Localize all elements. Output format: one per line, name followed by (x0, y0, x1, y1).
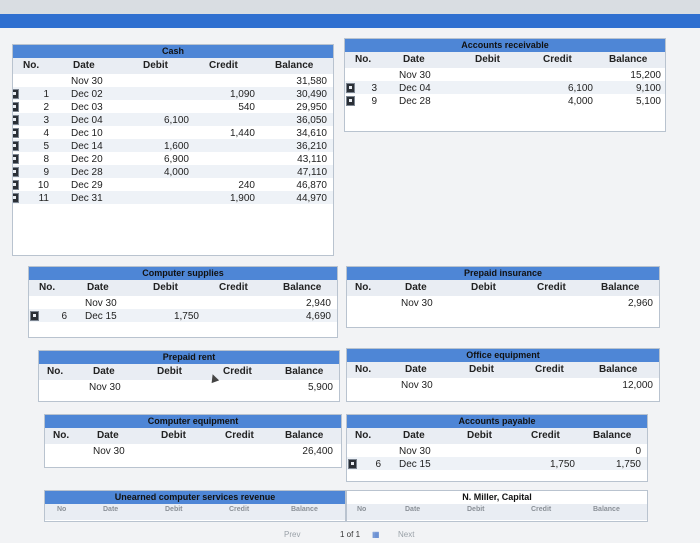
column-headers (29, 280, 337, 296)
row-no: 1 (43, 89, 49, 100)
row-date: Dec 28 (399, 96, 431, 107)
page-indicator: 1 of 1 (340, 530, 361, 539)
col-date: Date (87, 282, 109, 293)
entry-marker-icon (12, 193, 19, 203)
row-date: Dec 04 (399, 83, 431, 94)
row-date: Dec 31 (71, 193, 103, 204)
column-headers (347, 362, 659, 378)
col-debit: Debit (153, 282, 178, 293)
ledger-computer-supplies (28, 266, 338, 338)
col-credit: Credit (209, 60, 238, 71)
ledger-cash (12, 44, 334, 256)
row-debit: 6,100 (163, 115, 189, 126)
opening-row (347, 444, 647, 457)
col-no: No. (39, 282, 56, 293)
entry-marker-icon (12, 115, 19, 125)
row-date: Nov 30 (93, 446, 125, 457)
table-row[interactable] (13, 87, 333, 100)
col-debit: Debit (165, 506, 183, 513)
row-balance: 0 (635, 446, 641, 457)
row-credit: 240 (238, 180, 255, 191)
row-date: Nov 30 (85, 298, 117, 309)
col-balance: Balance (275, 60, 314, 71)
ledger-accounts-receivable (344, 38, 666, 132)
row-balance: 43,110 (297, 154, 327, 165)
row-balance: 29,950 (296, 102, 327, 113)
opening-row (29, 296, 337, 309)
entry-marker-icon (12, 89, 19, 99)
row-date: Nov 30 (399, 70, 431, 81)
ledger-title: Prepaid insurance (347, 267, 659, 280)
col-balance: Balance (283, 282, 322, 293)
row-balance: 30,490 (296, 89, 327, 100)
row-credit: 4,000 (567, 96, 593, 107)
col-no: No. (355, 282, 372, 293)
row-debit: 4,000 (163, 167, 189, 178)
ledger-title: Prepaid rent (39, 351, 339, 364)
table-row[interactable] (13, 113, 333, 126)
ledger-computer-equipment (44, 414, 342, 468)
row-date: Nov 30 (89, 382, 121, 393)
row-balance: 2,940 (305, 298, 331, 309)
col-no: No (57, 506, 67, 513)
col-debit: Debit (475, 54, 500, 65)
col-balance: Balance (609, 54, 648, 65)
col-no: No (357, 506, 367, 513)
col-balance: Balance (285, 366, 324, 377)
column-headers (347, 428, 647, 444)
row-no: 6 (375, 459, 381, 470)
col-date: Date (405, 364, 427, 375)
table-row[interactable] (29, 309, 337, 322)
row-no: 4 (43, 128, 49, 139)
row-date: Nov 30 (71, 76, 103, 87)
row-debit: 1,750 (173, 311, 199, 322)
col-balance: Balance (593, 430, 632, 441)
row-date: Dec 15 (85, 311, 117, 322)
col-credit: Credit (537, 282, 566, 293)
col-date: Date (405, 282, 427, 293)
row-no: 8 (43, 154, 49, 165)
entry-marker-icon (12, 180, 19, 190)
ledger-title: Cash (13, 45, 333, 58)
row-no: 3 (371, 83, 377, 94)
row-balance: 36,210 (296, 141, 327, 152)
row-balance: 9,100 (635, 83, 661, 94)
col-debit: Debit (161, 430, 186, 441)
ledger-title: Accounts payable (347, 415, 647, 428)
col-debit: Debit (467, 430, 492, 441)
row-balance: 46,870 (296, 180, 327, 191)
entry-marker-icon (348, 459, 357, 469)
col-debit: Debit (157, 366, 182, 377)
grid-icon[interactable]: ▦ (372, 530, 380, 539)
column-headers (347, 504, 647, 520)
prev-button[interactable]: Prev (284, 530, 301, 539)
table-row[interactable] (13, 178, 333, 191)
table-row[interactable] (345, 81, 665, 94)
row-no: 11 (38, 193, 49, 204)
table-row[interactable] (13, 139, 333, 152)
row-no: 3 (43, 115, 49, 126)
col-date: Date (93, 366, 115, 377)
table-row[interactable] (13, 100, 333, 113)
col-credit: Credit (229, 506, 250, 513)
ledger-prepaid-insurance (346, 266, 660, 328)
col-no: No. (355, 430, 372, 441)
table-row[interactable] (345, 94, 665, 107)
row-credit: 6,100 (567, 83, 593, 94)
row-debit: 1,600 (163, 141, 189, 152)
row-no: 9 (371, 96, 377, 107)
col-credit: Credit (543, 54, 572, 65)
ledger-title: Unearned computer services revenue (45, 491, 345, 504)
column-headers (345, 52, 665, 68)
col-date: Date (403, 54, 425, 65)
opening-row (347, 296, 659, 309)
col-date: Date (405, 506, 421, 513)
row-no: 6 (61, 311, 67, 322)
ledger-office-equipment (346, 348, 660, 402)
column-headers (45, 428, 341, 444)
ledger-title: Computer supplies (29, 267, 337, 280)
table-row[interactable] (13, 126, 333, 139)
next-button[interactable]: Next (398, 530, 415, 539)
row-balance: 15,200 (630, 70, 661, 81)
ledger-miller-capital (346, 490, 648, 522)
ledger-title: N. Miller, Capital (347, 491, 647, 504)
opening-row (13, 74, 333, 87)
col-no: No. (47, 366, 64, 377)
row-balance: 12,000 (622, 380, 653, 391)
row-balance: 47,110 (297, 167, 327, 178)
column-headers (45, 504, 345, 520)
col-debit: Debit (469, 364, 494, 375)
entry-marker-icon (346, 96, 355, 106)
col-balance: Balance (601, 282, 640, 293)
row-date: Dec 28 (71, 167, 103, 178)
ledger-unearned-revenue (44, 490, 346, 522)
row-balance: 1,750 (615, 459, 641, 470)
col-credit: Credit (223, 366, 252, 377)
row-date: Nov 30 (401, 298, 433, 309)
row-date: Dec 02 (71, 89, 103, 100)
row-no: 2 (43, 102, 49, 113)
row-credit: 1,900 (229, 193, 255, 204)
entry-marker-icon (12, 141, 19, 151)
col-debit: Debit (467, 506, 485, 513)
col-date: Date (97, 430, 119, 441)
col-date: Date (73, 60, 95, 71)
opening-row (347, 378, 659, 391)
row-credit: 1,090 (229, 89, 255, 100)
row-no: 5 (43, 141, 49, 152)
col-credit: Credit (531, 506, 552, 513)
column-headers (347, 280, 659, 296)
row-balance: 26,400 (302, 446, 333, 457)
col-date: Date (403, 430, 425, 441)
row-balance: 2,960 (627, 298, 653, 309)
col-balance: Balance (291, 506, 318, 513)
col-no: No. (53, 430, 70, 441)
row-debit: 6,900 (163, 154, 189, 165)
col-no: No. (355, 364, 372, 375)
entry-marker-icon (12, 167, 19, 177)
col-debit: Debit (143, 60, 168, 71)
col-credit: Credit (535, 364, 564, 375)
entry-marker-icon (12, 128, 19, 138)
entry-marker-icon (12, 102, 19, 112)
row-balance: 36,050 (296, 115, 327, 126)
ledger-accounts-payable (346, 414, 648, 482)
entry-marker-icon (30, 311, 39, 321)
row-balance: 4,690 (305, 311, 331, 322)
col-credit: Credit (531, 430, 560, 441)
col-balance: Balance (599, 364, 638, 375)
opening-row (45, 444, 341, 457)
row-balance: 34,610 (296, 128, 327, 139)
row-balance: 44,970 (296, 193, 327, 204)
ledger-title: Office equipment (347, 349, 659, 362)
row-date: Dec 03 (71, 102, 103, 113)
row-balance: 5,100 (635, 96, 661, 107)
table-row[interactable] (13, 165, 333, 178)
col-debit: Debit (471, 282, 496, 293)
row-credit: 1,750 (549, 459, 575, 470)
row-no: 10 (37, 180, 49, 191)
col-balance: Balance (593, 506, 620, 513)
row-credit: 1,440 (229, 128, 255, 139)
row-date: Dec 20 (71, 154, 103, 165)
opening-row (345, 68, 665, 81)
col-balance: Balance (285, 430, 324, 441)
ledger-title: Accounts receivable (345, 39, 665, 52)
row-date: Dec 04 (71, 115, 103, 126)
pagination (0, 527, 700, 543)
col-credit: Credit (225, 430, 254, 441)
row-date: Dec 14 (71, 141, 103, 152)
ledger-title: Computer equipment (45, 415, 341, 428)
row-date: Dec 15 (399, 459, 431, 470)
opening-row (39, 380, 339, 393)
table-row[interactable] (13, 152, 333, 165)
ledger-prepaid-rent (38, 350, 340, 402)
row-balance: 31,580 (296, 76, 327, 87)
entry-marker-icon (346, 83, 355, 93)
table-row[interactable] (13, 191, 333, 204)
col-credit: Credit (219, 282, 248, 293)
row-date: Dec 10 (71, 128, 103, 139)
row-date: Dec 29 (71, 180, 103, 191)
column-headers (39, 364, 339, 380)
row-no: 9 (43, 167, 49, 178)
column-headers (13, 58, 333, 74)
row-date: Nov 30 (401, 380, 433, 391)
entry-marker-icon (12, 154, 19, 164)
row-balance: 5,900 (307, 382, 333, 393)
col-date: Date (103, 506, 119, 513)
top-bar (0, 14, 700, 28)
row-credit: 540 (238, 102, 255, 113)
table-row[interactable] (347, 457, 647, 470)
col-no: No. (355, 54, 372, 65)
col-no: No. (23, 60, 40, 71)
row-date: Nov 30 (399, 446, 431, 457)
